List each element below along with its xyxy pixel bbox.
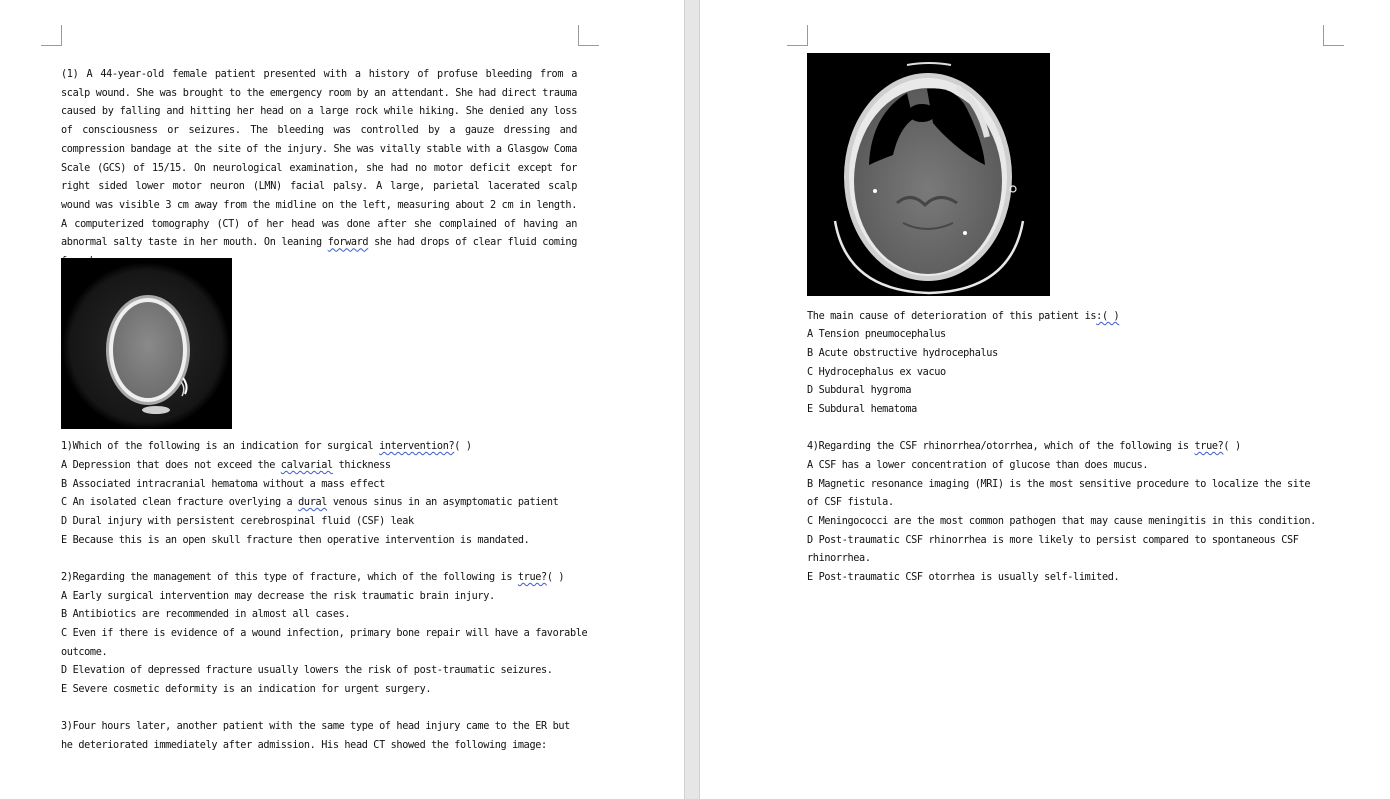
question-4-option-b: B Magnetic resonance imaging (MRI) is the most sensitive procedure to localize the site: [807, 479, 1311, 490]
spelling-flag[interactable]: true?: [517, 572, 547, 583]
question-1-option-b: B Associated intracranial hematoma without a mass effect: [61, 479, 385, 490]
question-2-option-a: A Early surgical intervention may decrease the risk traumatic brain injury.: [61, 591, 495, 602]
question-3-option-d: D Subdural hygroma: [807, 385, 912, 396]
question-1-option-e: E Because this is an open skull fracture then operative intervention is mandated.: [61, 535, 530, 546]
question-3-option-c: C Hydrocephalus ex vacuo: [807, 367, 946, 378]
question-3-stem-cont: he deteriorated immediately after admission. His head CT showed the following image:: [61, 740, 547, 751]
question-2-option-b: B Antibiotics are recommended in almost all cases.: [61, 609, 351, 620]
page-gutter: [684, 0, 700, 799]
question-4-option-d-cont: rhinorrhea.: [807, 553, 871, 564]
question-1-option-a: A Depression that does not exceed the calvarial thickness: [61, 460, 391, 471]
crop-mark-top-left: [787, 25, 808, 46]
case-paragraph: [61, 66, 577, 272]
question-1-option-c: C An isolated clean fracture overlying a dural venous sinus in an asymptomatic patient: [61, 497, 559, 508]
case-text-tail: she had drops of clear fluid coming: [374, 237, 577, 249]
question-1-stem: 1)Which of the following is an indication for surgical intervention?( ): [61, 441, 472, 452]
question-2-option-c-cont: outcome.: [61, 647, 108, 658]
question-4-stem: 4)Regarding the CSF rhinorrhea/otorrhea, which of the following is true?( ): [807, 441, 1241, 452]
question-4-option-b-cont: of CSF fistula.: [807, 497, 894, 508]
question-2-option-c: C Even if there is evidence of a wound infection, primary bone repair will have a favorable: [61, 628, 588, 639]
question-3-option-a: A Tension pneumocephalus: [807, 329, 946, 340]
spelling-flag[interactable]: forward: [327, 237, 369, 249]
crop-mark-top-right: [1323, 25, 1344, 46]
crop-mark-top-left: [41, 25, 62, 46]
ct-brain-illustration: [807, 53, 1050, 296]
question-4-option-d: D Post-traumatic CSF rhinorrhea is more likely to persist compared to spontaneous CSF: [807, 535, 1299, 546]
question-3-stem: 3)Four hours later, another patient with the same type of head injury came to the ER but: [61, 721, 570, 732]
question-2-option-d: D Elevation of depressed fracture usually lowers the risk of post-traumatic seizures.: [61, 665, 553, 676]
question-4-option-e: E Post-traumatic CSF otorrhea is usually self-limited.: [807, 572, 1120, 583]
spelling-flag[interactable]: true?: [1194, 441, 1224, 452]
question-1-option-d: D Dural injury with persistent cerebrospinal fluid (CSF) leak: [61, 516, 414, 527]
case-text: (1) A 44-year-old female patient presented with a history of profuse bleeding from a scalp wound. She was brought to the emergency room by an attendant. She had direct trauma caused by falling and hitting her head on a large rock while hiking. She denied any loss of consciousness or seizures. The bleeding was controlled by a gauze dressing and compression bandage at the site of the injury. She was vitally stable with a Glasgow Coma Scale (GCS) of 15/15. On neurological examination, she had no motor deficit except for right sided lower motor neuron (LMN) facial palsy. A large, parietal lacerated scalp wound was visible 3 cm away from the midline on the left, measuring about 2 cm in length. A computerized tomography (CT) of her head was done after she complained of having an abnormal salty taste in her mouth. On leaning: [61, 69, 577, 249]
ct-scan-image-skull: [61, 258, 232, 429]
spelling-flag[interactable]: dural: [298, 497, 328, 508]
question-3-option-b: B Acute obstructive hydrocephalus: [807, 348, 998, 359]
question-3-prompt: The main cause of deterioration of this patient is:( ): [807, 311, 1120, 322]
spelling-flag[interactable]: calvarial: [280, 460, 333, 471]
question-4-option-c: C Meningococci are the most common pathogen that may cause meningitis in this condition.: [807, 516, 1316, 527]
spelling-flag[interactable]: intervention?: [379, 441, 455, 452]
ct-scan-image-pneumocephalus: [807, 53, 1050, 296]
question-3-option-e: E Subdural hematoma: [807, 404, 917, 415]
ct-skull-illustration: [61, 258, 232, 429]
spelling-flag[interactable]: :( ): [1096, 311, 1120, 322]
question-2-option-e: E Severe cosmetic deformity is an indication for urgent surgery.: [61, 684, 432, 695]
crop-mark-top-right: [578, 25, 599, 46]
question-2-stem: 2)Regarding the management of this type of fracture, which of the following is true?( ): [61, 572, 565, 583]
question-4-option-a: A CSF has a lower concentration of glucose than does mucus.: [807, 460, 1149, 471]
